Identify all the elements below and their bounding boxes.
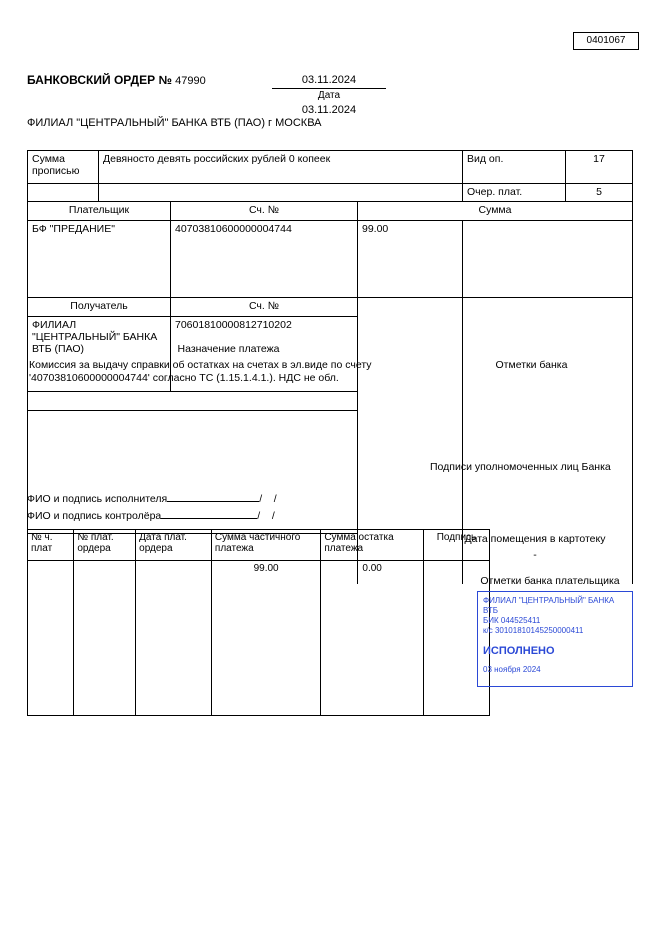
stamp-corr-account: к/с 30101810145250000411: [483, 626, 584, 635]
cell-num-part: [28, 561, 74, 716]
op-priority-value: 5: [566, 184, 633, 202]
document-number: 47990: [175, 75, 206, 87]
amount-spacer-1: [463, 221, 566, 298]
header-signature: Подпись: [423, 530, 489, 561]
amount-spacer-4: [463, 298, 566, 317]
amount-spacer-9: [358, 392, 463, 411]
stamp-status: ИСПОЛНЕНО: [483, 645, 555, 657]
bank-branch-name: ФИЛИАЛ "ЦЕНТРАЛЬНЫЙ" БАНКА ВТБ (ПАО) г МОСКВА: [27, 117, 322, 129]
amount-words-label-line1: Сумма: [32, 153, 65, 165]
receiver-account-header: Сч. №: [171, 298, 358, 317]
cell-partial-amount: 99.00: [211, 561, 320, 716]
stamp-bank-name: ФИЛИАЛ "ЦЕНТРАЛЬНЫЙ" БАНКА ВТБ: [483, 596, 615, 615]
kartoteka-value: -: [533, 549, 537, 561]
document-date-caption: Дата: [317, 90, 341, 101]
amount-words-value: Девяносто девять российских рублей 0 копеек: [99, 151, 463, 184]
amount-header: Сумма: [358, 202, 633, 221]
executor-signature-block: [27, 490, 277, 524]
cell-order-num: [74, 561, 136, 716]
stamp-date: 03 ноября 2024: [483, 665, 541, 674]
amount-spacer-5: [566, 298, 633, 317]
amount-spacer-11: [566, 392, 633, 411]
execution-stamp: [477, 591, 633, 687]
document-title: БАНКОВСКИЙ ОРДЕР: [27, 73, 156, 87]
form-code: 0401067: [573, 32, 639, 50]
amount-spacer-10: [463, 392, 566, 411]
controller-label: ФИО и подпись контролёра: [27, 510, 162, 522]
amount-words-label-line2: прописью: [32, 165, 80, 177]
receiver-name: ФИЛИАЛ "ЦЕНТРАЛЬНЫЙ" БАНКА ВТБ (ПАО): [28, 317, 171, 392]
stamp-bik: БИК 044525411: [483, 616, 541, 625]
header-partial-amount: Сумма частичного платежа: [211, 530, 320, 561]
executor-line: [27, 490, 277, 507]
op-kind-value: 17: [566, 151, 633, 184]
amount-spacer-8: [566, 317, 633, 392]
purpose-label: Назначение платежа: [177, 343, 280, 355]
op-priority-row: [28, 184, 633, 202]
amount-spacer-3: [358, 298, 463, 317]
payer-account: 40703810600000004744: [171, 221, 358, 298]
amount-spacer-7: [463, 317, 566, 392]
amount-words-label: [28, 151, 99, 184]
cell-rest-amount: 0.00: [321, 561, 424, 716]
executor-label: ФИО и подпись исполнителя: [27, 493, 168, 505]
receiver-headers-row: [28, 298, 633, 317]
amount-spacer-2: [566, 221, 633, 298]
bank-signatures-label: Подписи уполномоченных лиц Банка: [430, 461, 611, 473]
spacer-left-1: [28, 184, 99, 202]
payer-name: БФ "ПРЕДАНИЕ": [28, 221, 171, 298]
document-date: 03.11.2024: [272, 74, 386, 89]
op-kind-label: Вид оп.: [463, 151, 566, 184]
header-order-date: Дата плат. ордера: [136, 530, 212, 561]
executor-slash-1: /: [259, 493, 263, 505]
cell-order-date: [136, 561, 212, 716]
payer-account-header: Сч. №: [171, 202, 358, 221]
header-order-num: № плат. ордера: [74, 530, 136, 561]
receiver-header: Получатель: [28, 298, 171, 317]
spacer-mid-1: [99, 184, 463, 202]
header-rest-amount: Сумма остатка платежа: [321, 530, 424, 561]
op-priority-label: Очер. плат.: [463, 184, 566, 202]
payer-headers-row: [28, 202, 633, 221]
document-date-second: 03.11.2024: [301, 104, 357, 116]
amount-words-row: [28, 151, 633, 184]
receiver-account: 70601810000812710202: [171, 317, 358, 392]
payer-bank-marks-label: Отметки банка плательщика: [480, 575, 620, 587]
controller-signature-line: [161, 507, 257, 519]
controller-line: [27, 507, 277, 524]
controller-slash-1: /: [257, 510, 261, 522]
purpose-text: Комиссия за выдачу справки об остатках на счетах в эл.виде по счету '40703810600000004744' согласно ТС (1.15.1.4.1.). НДС не обл.: [29, 359, 372, 384]
payer-amount: 99.00: [358, 221, 463, 298]
kartoteka-label: Дата помещения в картотеку: [464, 533, 606, 545]
bank-marks-label: Отметки банка: [495, 359, 568, 371]
purpose-header-row: [28, 392, 633, 411]
purpose-label-cell: [28, 392, 358, 411]
payer-header: Плательщик: [28, 202, 171, 221]
payer-data-row: [28, 221, 633, 298]
executor-slash-2: /: [273, 493, 277, 505]
executor-signature-line: [167, 490, 259, 502]
document-title-row: [27, 73, 206, 87]
document-number-label: №: [158, 73, 172, 87]
controller-slash-2: /: [271, 510, 275, 522]
header-num-part: № ч. плат: [28, 530, 74, 561]
